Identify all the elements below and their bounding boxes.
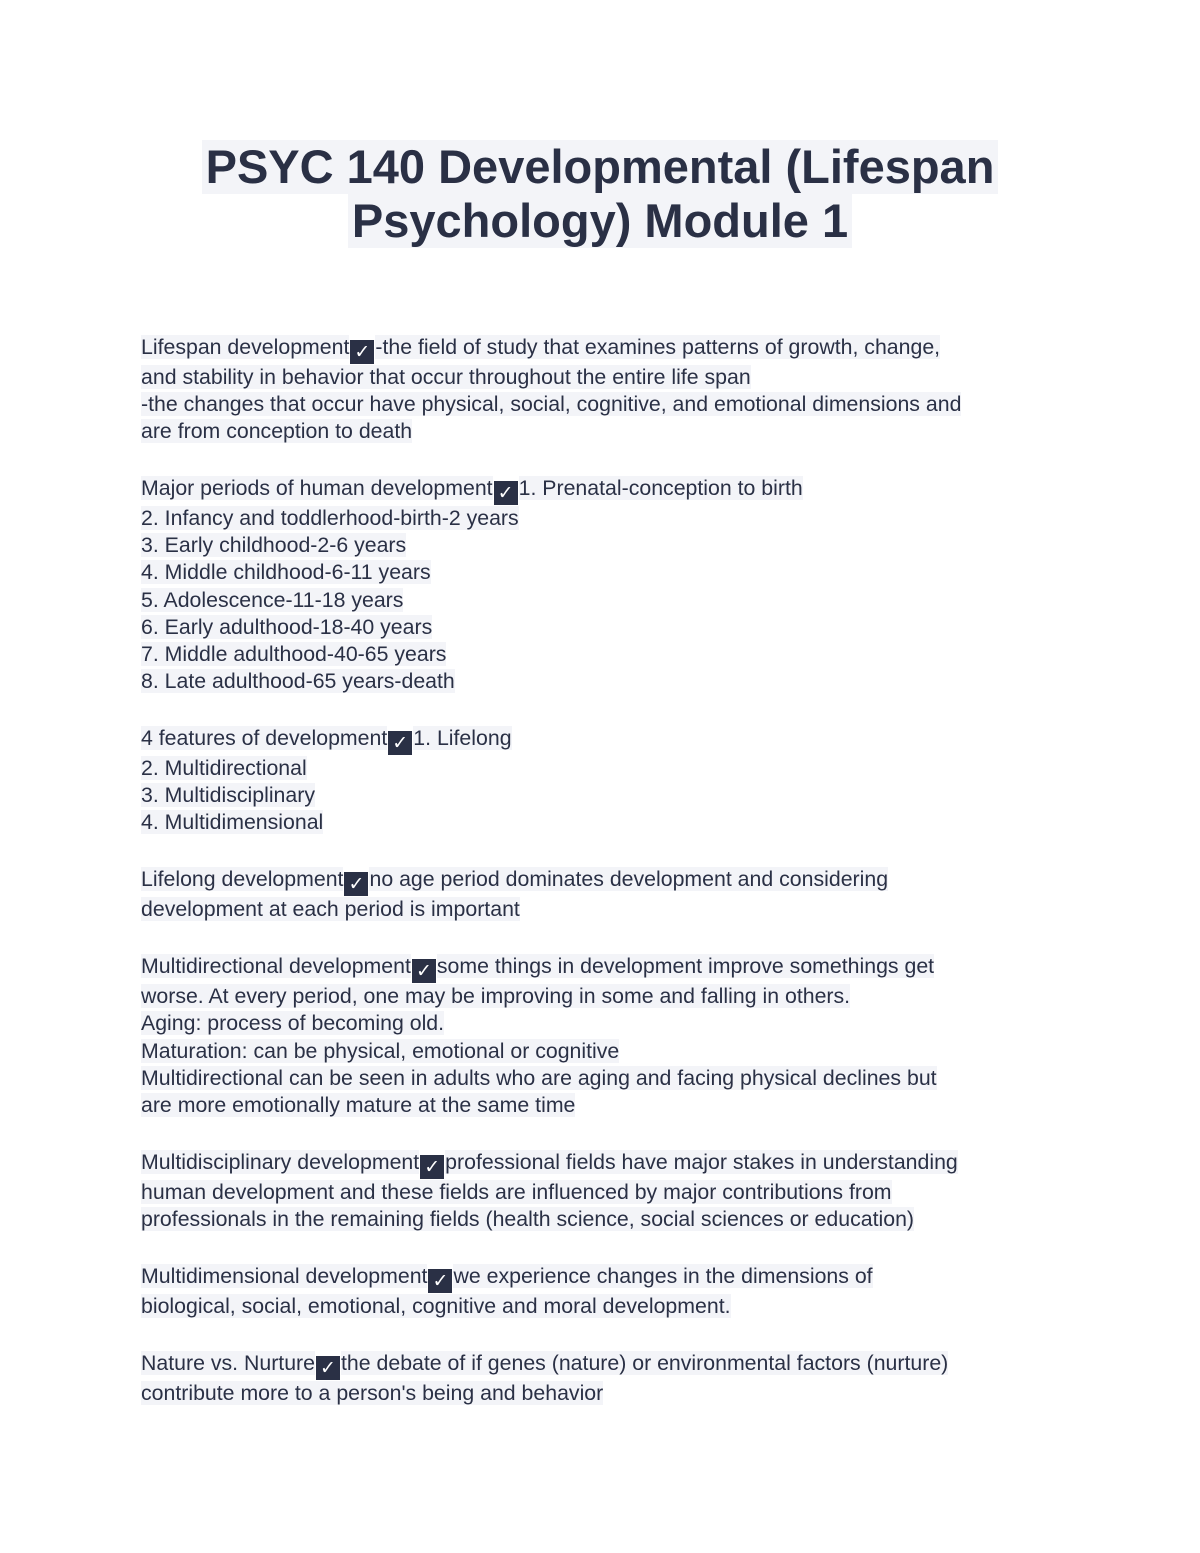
flashcard-definition-text: 4. Multidimensional — [141, 810, 324, 835]
flashcard-definition: 1. Prenatal-conception to birth — [518, 476, 803, 501]
flashcard-first-line — [141, 334, 1071, 364]
flashcard-definition-line — [141, 418, 1071, 445]
flashcard-definition-text: Multidirectional can be seen in adults who are aging and facing physical declines but — [141, 1065, 937, 1090]
flashcard-definition-line — [141, 1038, 1071, 1065]
flashcard-definition-text: biological, social, emotional, cognitive and moral development. — [141, 1293, 731, 1318]
flashcard-first-line — [141, 1350, 1071, 1380]
flashcard-definition-text: 4. Middle childhood-6-11 years — [141, 560, 431, 585]
flashcard-definition-text: -the changes that occur have physical, social, cognitive, and emotional dimensions and — [141, 392, 962, 417]
flashcard-definition-line — [141, 1010, 1071, 1037]
flashcard-definition-text: 6. Early adulthood-18-40 years — [141, 614, 433, 639]
flashcard-term: 4 features of development — [141, 725, 388, 750]
flashcard-definition-line — [141, 1065, 1071, 1092]
flashcard-definition-line — [141, 809, 1071, 836]
flashcard-first-line — [141, 1149, 1071, 1179]
flashcard-definition-line — [141, 532, 1071, 559]
flashcard — [141, 953, 1071, 1118]
flashcard-definition-text: and stability in behavior that occur throughout the entire life span — [141, 365, 751, 389]
flashcard-term: Nature vs. Nurture — [141, 1351, 315, 1376]
flashcard-definition: 1. Lifelong — [413, 725, 512, 750]
page-title-line-1: PSYC 140 Developmental (Lifespan — [202, 140, 999, 194]
flashcard-term: Lifespan development — [141, 335, 350, 359]
flashcard-definition: the debate of if genes (nature) or environmental factors (nurture) — [340, 1351, 949, 1376]
flashcard-term: Multidimensional development — [141, 1263, 428, 1288]
flashcard — [141, 1149, 1071, 1233]
flashcard-definition: we experience changes in the dimensions of — [453, 1263, 873, 1288]
flashcard — [141, 866, 1071, 923]
flashcard-list — [141, 334, 1071, 1437]
flashcard-definition-line — [141, 983, 1071, 1010]
flashcard-definition-line — [141, 782, 1071, 809]
flashcard-first-line — [141, 1263, 1071, 1293]
flashcard-term: Lifelong development — [141, 867, 344, 892]
page-title-line-2: Psychology) Module 1 — [348, 194, 852, 248]
flashcard-definition: no age period dominates development and considering — [369, 867, 889, 892]
checkmark-icon: ✓ — [344, 872, 368, 896]
flashcard-definition-line — [141, 896, 1071, 923]
checkmark-icon: ✓ — [412, 959, 436, 983]
flashcard-definition-text: development at each period is important — [141, 897, 520, 922]
checkmark-icon: ✓ — [494, 481, 518, 505]
flashcard-definition-line — [141, 1380, 1071, 1407]
flashcard-definition-text: are from conception to death — [141, 419, 413, 444]
flashcard-definition-line — [141, 364, 1071, 391]
flashcard — [141, 475, 1071, 695]
flashcard-definition: some things in development improve somethings get — [436, 954, 935, 979]
flashcard-definition-line — [141, 505, 1071, 532]
flashcard-definition-text: 2. Multidirectional — [141, 755, 307, 780]
flashcard-definition-line — [141, 668, 1071, 695]
flashcard-definition-text: Aging: process of becoming old. — [141, 1011, 445, 1036]
checkmark-icon: ✓ — [316, 1356, 340, 1380]
flashcard-definition-line — [141, 587, 1071, 614]
flashcard-definition-text: 3. Early childhood-2-6 years — [141, 533, 407, 558]
flashcard-definition-text: worse. At every period, one may be improving in some and falling in others. — [141, 984, 851, 1009]
flashcard-definition-line — [141, 391, 1071, 418]
flashcard-definition-text: human development and these fields are influenced by major contributions from — [141, 1179, 892, 1204]
flashcard — [141, 1350, 1071, 1407]
flashcard-definition-text: 3. Multidisciplinary — [141, 783, 315, 808]
flashcard-definition-line — [141, 614, 1071, 641]
flashcard-definition-text: contribute more to a person's being and behavior — [141, 1381, 604, 1406]
flashcard-first-line — [141, 866, 1071, 896]
checkmark-icon: ✓ — [428, 1269, 452, 1293]
flashcard-first-line — [141, 475, 1071, 505]
flashcard-definition-line — [141, 1293, 1071, 1320]
flashcard-definition: professional fields have major stakes in understanding — [445, 1149, 958, 1174]
flashcard-definition-text: Maturation: can be physical, emotional or cognitive — [141, 1038, 620, 1063]
flashcard-definition-text: 7. Middle adulthood-40-65 years — [141, 641, 447, 666]
flashcard-definition: -the field of study that examines patterns of growth, change, — [375, 335, 941, 359]
flashcard-term: Multidirectional development — [141, 954, 411, 979]
flashcard-definition-text: 5. Adolescence-11-18 years — [141, 587, 404, 612]
flashcard-definition-line — [141, 755, 1071, 782]
flashcard-definition-text: 8. Late adulthood-65 years-death — [141, 668, 455, 693]
flashcard — [141, 1263, 1071, 1320]
page-title — [0, 140, 1200, 248]
flashcard-term: Multidisciplinary development — [141, 1149, 420, 1174]
checkmark-icon: ✓ — [420, 1155, 444, 1179]
flashcard-definition-text: are more emotionally mature at the same time — [141, 1092, 576, 1117]
flashcard-definition-line — [141, 641, 1071, 668]
flashcard-definition-line — [141, 1179, 1071, 1206]
flashcard-term: Major periods of human development — [141, 476, 493, 501]
checkmark-icon: ✓ — [388, 731, 412, 755]
flashcard — [141, 725, 1071, 836]
checkmark-icon: ✓ — [350, 340, 374, 364]
flashcard-first-line — [141, 725, 1071, 755]
flashcard-first-line — [141, 953, 1071, 983]
flashcard-definition-line — [141, 1206, 1071, 1233]
flashcard — [141, 334, 1071, 445]
flashcard-definition-line — [141, 1092, 1071, 1119]
flashcard-definition-text: professionals in the remaining fields (health science, social sciences or education) — [141, 1206, 915, 1231]
flashcard-definition-line — [141, 559, 1071, 586]
flashcard-definition-text: 2. Infancy and toddlerhood-birth-2 years — [141, 506, 519, 531]
